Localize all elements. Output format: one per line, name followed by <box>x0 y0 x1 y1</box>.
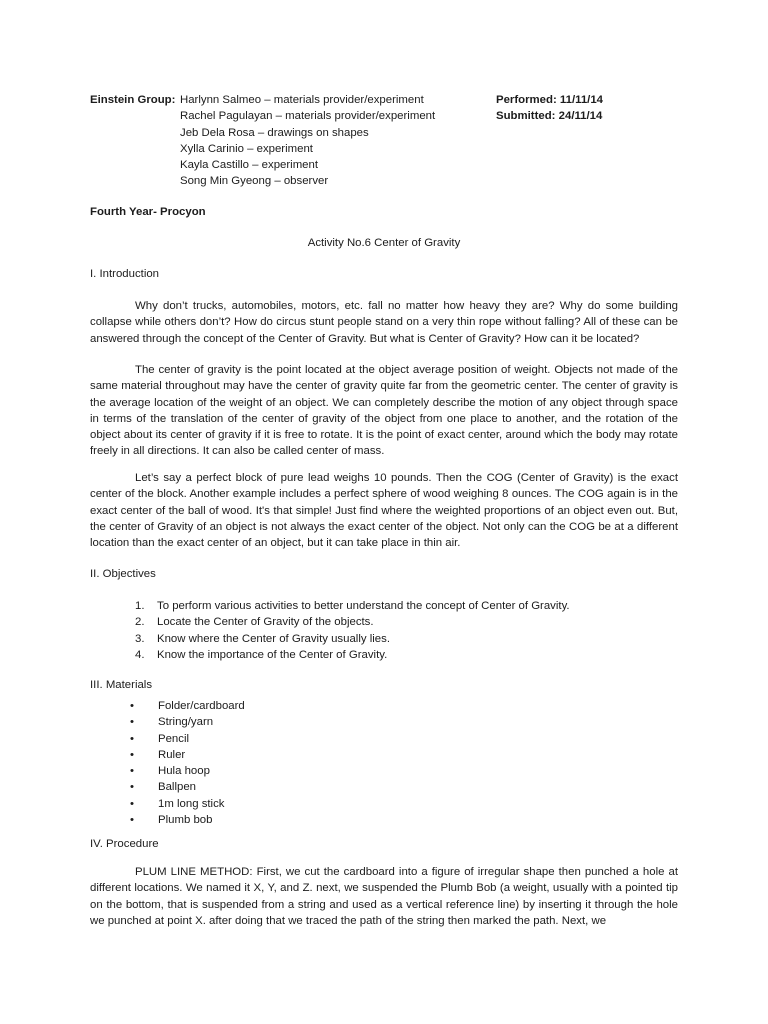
item-text: Ruler <box>158 748 186 761</box>
item-text: Folder/cardboard <box>158 700 245 712</box>
submitted-date: Submitted: 24/11/14 <box>496 110 603 123</box>
list-item <box>130 714 245 730</box>
year-section: Fourth Year- Procyon <box>90 206 206 218</box>
item-text: To perform various activities to better understand the concept of Center of Gravity. <box>157 600 570 612</box>
list-item <box>130 698 245 714</box>
date-block <box>496 92 603 125</box>
list-item <box>130 812 245 828</box>
item-text: Know where the Center of Gravity usually lies. <box>157 632 390 645</box>
bullet: • <box>130 748 134 761</box>
member-line: Song Min Gyeong – observer <box>180 175 329 188</box>
activity-title: Activity No.6 Center of Gravity <box>307 237 461 249</box>
procedure-heading: IV. Procedure <box>90 838 159 850</box>
bullet: • <box>130 797 134 810</box>
list-item <box>130 731 245 747</box>
item-text: Plumb bob <box>158 814 213 827</box>
item-text: 1m long stick <box>158 797 225 810</box>
list-item <box>130 763 245 779</box>
procedure-paragraph: PLUM LINE METHOD: First, we cut the cardboard into a figure of irregular shape then punched a hole at different locations. We named it X, Y, and Z. next, we suspended the Plumb Bob (a weight, usually with a pointed tip on the bottom, that is suspended from a string and used as a vertical reference line) by inserting it through the hole we punched at point X. after doing that we traced the path of the string then marked the path. Next, we <box>90 866 678 927</box>
member-line: Xylla Carinio – experiment <box>180 142 313 155</box>
item-text: Hula hoop <box>158 765 210 778</box>
item-text: Know the importance of the Center of Gravity. <box>157 648 388 661</box>
item-text: String/yarn <box>158 716 214 729</box>
list-item <box>135 614 570 630</box>
objectives-heading: II. Objectives <box>90 568 156 580</box>
item-number: 4. <box>135 648 145 661</box>
member-list <box>180 92 435 190</box>
introduction-heading: I. Introduction <box>90 268 160 280</box>
bullet: • <box>130 716 134 729</box>
member-line: Kayla Castillo – experiment <box>180 159 319 172</box>
intro-paragraph-3: Let’s say a perfect block of pure lead weighs 10 pounds. Then the COG (Center of Gravity) is the exact center of the block. Another example includes a perfect sphere of wood weighing 8 ounces. The COG again is in the exact center of the ball of wood. It's that simple! Just find where the weighted proportions of an object even out. But, the center of Gravity of an object is not always the exact center of the object. Not only can the COG be at a different location than the exact center of an object, but it can take place in thin air. <box>90 472 678 550</box>
bullet: • <box>130 781 134 794</box>
member-line: Jeb Dela Rosa – drawings on shapes <box>180 126 369 139</box>
list-item <box>130 796 245 812</box>
intro-paragraph-2: The center of gravity is the point located at the object average position of weight. Objects not made of the same material throughout may have the center of gravity quite far from the geometric center. The center of gravity is the average location of the weight of an object. We can completely describe the motion of any object through space in terms of the translation of the center of gravity of the object from one place to another, and the rotation of the object about its center of gravity if it is free to rotate. It is the point of exact center, around which the body may rotate freely in all directions. It can also be called center of mass. <box>90 364 678 458</box>
materials-heading: III. Materials <box>90 679 153 691</box>
member-line: Rachel Pagulayan – materials provider/experiment <box>180 110 436 123</box>
item-text: Ballpen <box>158 781 196 794</box>
item-text: Pencil <box>158 732 190 745</box>
member-line: Harlynn Salmeo – materials provider/experiment <box>180 94 424 106</box>
bullet: • <box>130 700 134 712</box>
list-item <box>135 598 570 614</box>
list-item <box>135 647 570 663</box>
bullet: • <box>130 732 134 745</box>
bullet: • <box>130 814 134 827</box>
item-text: Locate the Center of Gravity of the objects. <box>157 616 374 629</box>
group-label: Einstein Group: <box>90 94 176 106</box>
list-item <box>130 779 245 795</box>
bullet: • <box>130 765 134 778</box>
list-item <box>135 631 570 647</box>
objectives-list <box>135 598 570 663</box>
list-item <box>130 747 245 763</box>
item-number: 2. <box>135 616 145 629</box>
materials-list <box>130 698 245 828</box>
item-number: 3. <box>135 632 145 645</box>
intro-paragraph-1: Why don’t trucks, automobiles, motors, etc. fall no matter how heavy they are? Why do some building collapse while others don’t? How do circus stunt people stand on a very thin rope without falling? All of these can be answered through the concept of the Center of Gravity. But what is Center of Gravity? How can it be located? <box>90 300 678 345</box>
item-number: 1. <box>135 600 145 612</box>
performed-date: Performed: 11/11/14 <box>496 94 604 106</box>
